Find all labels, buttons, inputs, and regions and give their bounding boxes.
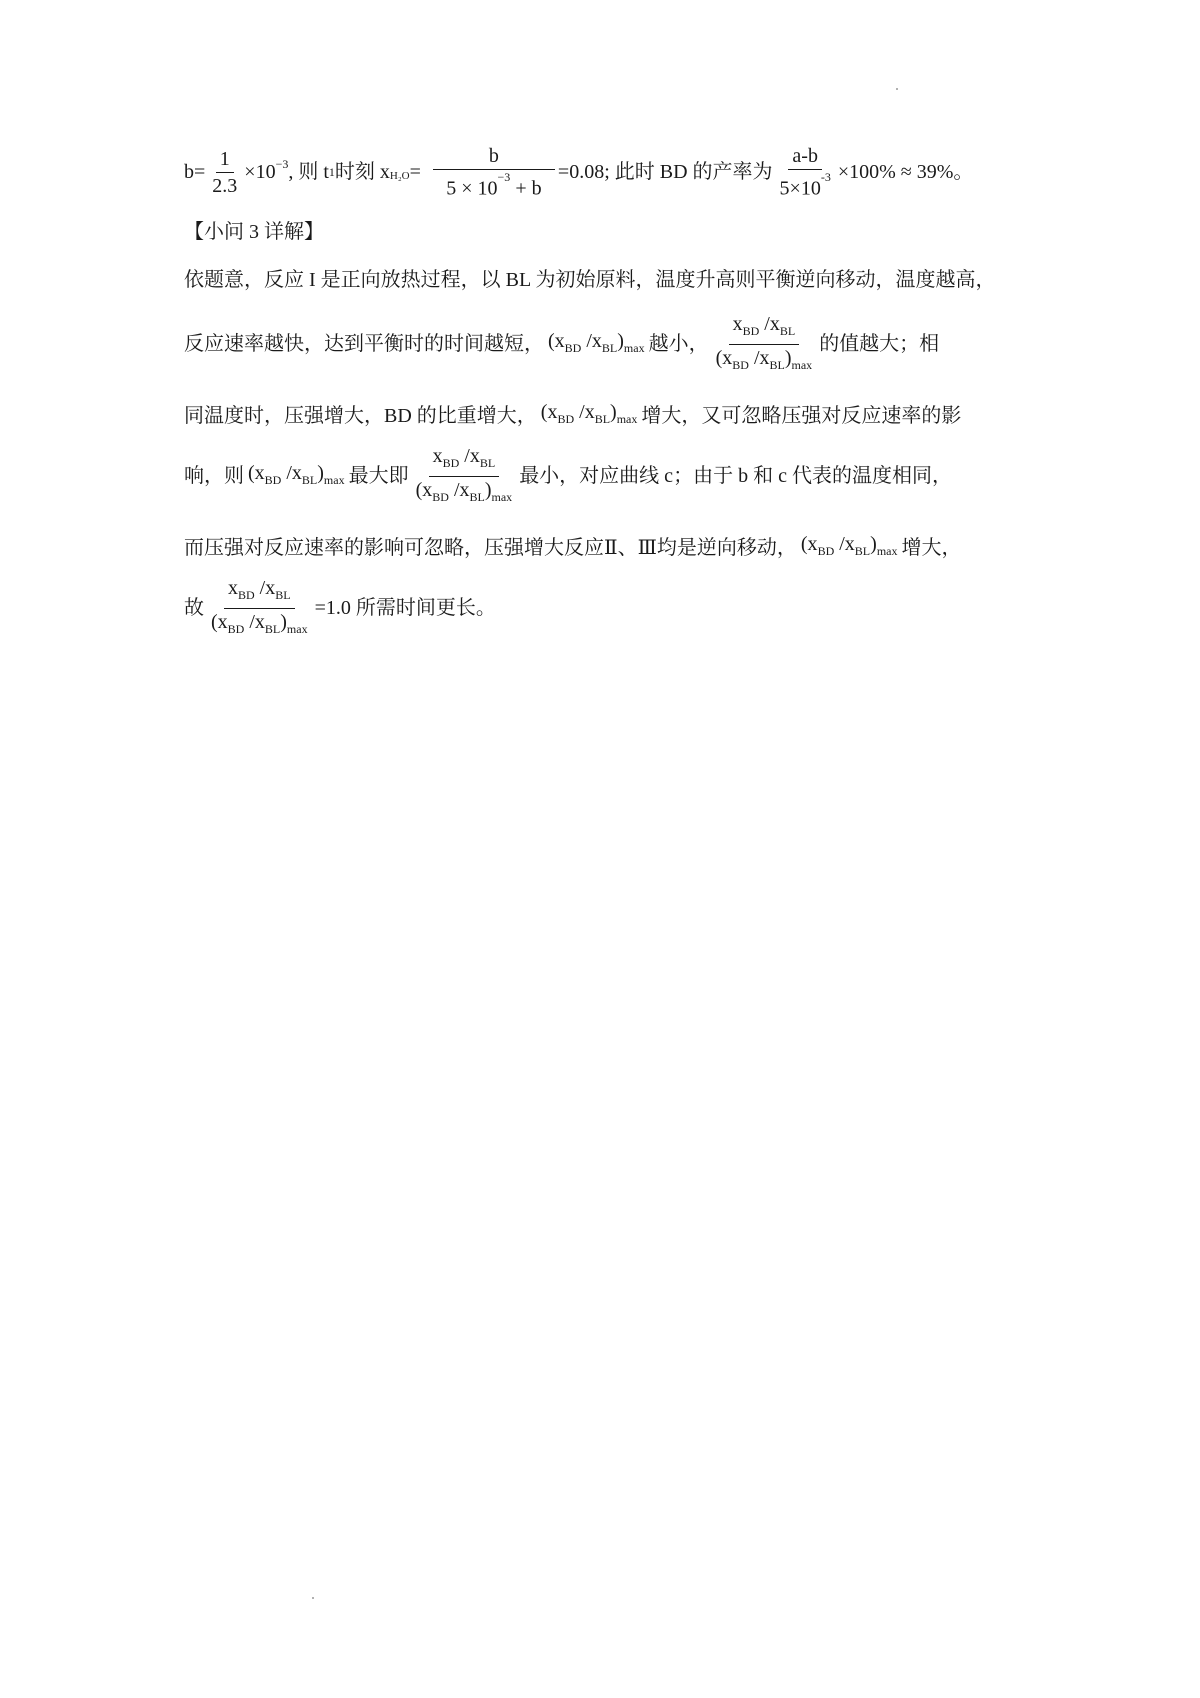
fraction-2: $\frac{b}{5 \times 10^{-3} + b}$ [433, 143, 555, 202]
paragraph-line-3: 同温度时，压强增大，BD 的比重增大， ($x_{BD}$ $/x_{BL})_{max}$ 增大，又可忽略压强对反应速率的影 [184, 398, 1034, 433]
paragraph-line-5: 而压强对反应速率的影响可忽略，压强增大反应Ⅱ、Ⅲ均是逆向移动， ($x_{BD}$ $/x_{BL})_{max}$ 增大， [184, 530, 1034, 565]
fraction-1: $\frac{1}{2.3}$ [212, 147, 238, 197]
section-heading: 【小问 3 详解】 [184, 221, 324, 243]
paragraph-line-1: 依题意，反应 I 是正向放热过程，以 BL 为初始原料，温度升高则平衡逆向移动，温度越高， [184, 269, 996, 291]
paragraph-line-6: 故 $\frac{x_{BD} /x_{BL}}{(x_{BD} /x_{BL})_{max}}$ =1.0 所需时间更长。 [184, 578, 1034, 638]
equation-line-1: b= $\frac{1}{2.3}$ × 10 $^{-3}$ , 则 t 1 时刻 x $_{H_2O}$ = $\frac{b}{5 \times 10^{-3} + b}$ =0.08; 此时 BD 的产率为 $\frac{a-b}{5\times 10^{-3}}$ ×100% ≈ 39%。 [184, 144, 974, 200]
scan-speck [312, 1597, 314, 1599]
ratio-fraction: $\frac{x_{BD} /x_{BL}}{(x_{BD} /x_{BL})_{max}}$ [415, 444, 513, 504]
ratio-max-expr: ($x_{BD}$ $/x_{BL})_{max}$ [548, 329, 645, 355]
text: b= [184, 161, 206, 183]
paragraph-line-4: 响，则 ($x_{BD}$ $/x_{BL})_{max}$ 最大即 $\frac{x_{BD} /x_{BL}}{(x_{BD} /x_{BL})_{max}}$ 最小，对应曲线 c；由于 b 和 c 代表的温度相同， [184, 446, 1034, 506]
ratio-max-expr: ($x_{BD}$ $/x_{BL})_{max}$ [800, 533, 898, 558]
ratio-fraction: $\frac{x_{BD} /x_{BL}}{(x_{BD} /x_{BL})_{max}}$ [715, 312, 813, 372]
ratio-fraction: $\frac{x_{BD} /x_{BL}}{(x_{BD} /x_{BL})_{max}}$ [211, 576, 308, 636]
fraction-3: $\frac{a-b}{5\times 10^{-3}}$ [779, 144, 831, 200]
ratio-max-expr: ($x_{BD}$ $/x_{BL})_{max}$ [248, 461, 345, 487]
paragraph-line-2: 反应速率越快，达到平衡时的时间越短， ($x_{BD}$ $/x_{BL})_{max}$ 越小， $\frac{x_{BD} /x_{BL}}{(x_{BD} /x_{BL})_{max}}$ 的值越大；相 [184, 314, 1034, 374]
ratio-max-expr: ($x_{BD}$ $/x_{BL})_{max}$ [540, 401, 638, 426]
scan-speck [896, 88, 898, 90]
